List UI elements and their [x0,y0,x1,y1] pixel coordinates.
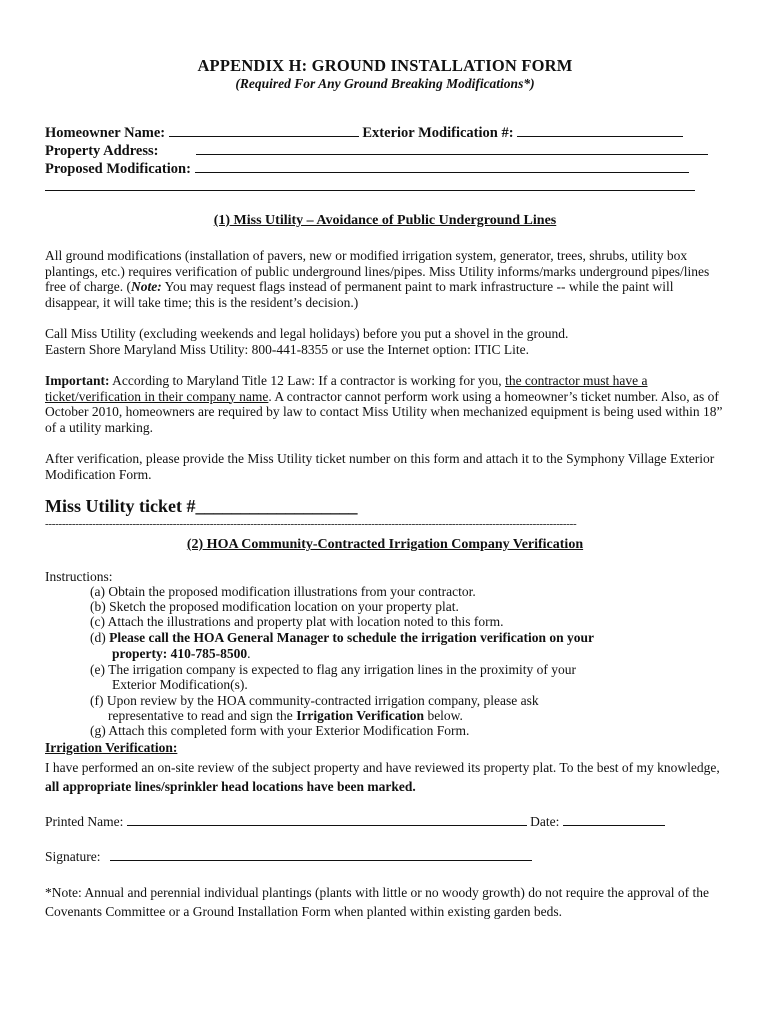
signature-label: Signature: [45,849,101,864]
instruction-a: (a) Obtain the proposed modification illustrations from your contractor. [90,584,476,599]
note-label: Note: [130,279,162,295]
property-address-field[interactable] [196,142,708,155]
homeowner-row [45,124,683,142]
instruction-e: (e) The irrigation company is expected to flag any irrigation lines in the proximity of your [90,662,576,677]
proposed-label: Proposed Modification: [45,161,191,177]
section-divider: -------------------------------------------------------------------------------------------------------------------------------------------------------------- [45,518,577,530]
homeowner-label: Homeowner Name: [45,125,166,141]
printed-name-field[interactable] [127,813,527,826]
date-field[interactable] [563,813,665,826]
instruction-d-phone: property: 410-785-8500. [112,646,251,661]
section1-paragraph2: Call Miss Utility (excluding weekends and legal holidays) before you put a shovel in the ground. Eastern Shore Maryland Miss Utility: 800-441-8355 or use the Internet option: ITIC Lite. [45,326,569,357]
printed-name-row [45,813,665,830]
important-label: Important: [45,373,110,388]
address-row [45,142,708,160]
form-title: APPENDIX H: GROUND INSTALLATION FORM [197,56,573,75]
instruction-g: (g) Attach this completed form with your Exterior Modification Form. [90,723,470,738]
section1-paragraph3: Important: According to Maryland Title 12 Law: If a contractor is working for you, the contractor must have a ticket/verification in their company name. A contractor cannot perform work using a homeowner’s ticket number. Also, as of October 2010, homeowners are required by law to contact Miss Utility when mechanized equipment is being used within 18” of a utility marking. [45,373,723,435]
instructions-label: Instructions: [45,569,113,584]
instruction-e-cont: Exterior Modification(s). [112,677,248,692]
homeowner-name-field[interactable] [169,124,359,137]
section1-paragraph4: After verification, please provide the Miss Utility ticket number on this form and attach it to the Symphony Village Exterior Modification Form. [45,451,715,482]
exterior-mod-number-field[interactable] [517,124,683,137]
signature-field[interactable] [110,848,532,861]
section1-heading: (1) Miss Utility – Avoidance of Public Underground Lines [213,213,557,228]
section2-heading: (2) HOA Community-Contracted Irrigation Company Verification [186,537,584,552]
footnote: *Note: Annual and perennial individual plantings (plants with little or no woody growth) do not require the approval of the Covenants Committee or a Ground Installation Form when planted within existing garden beds. [45,885,709,919]
instruction-f-cont: representative to read and sign the Irrigation Verification below. [108,708,463,723]
instruction-f: (f) Upon review by the HOA community-contracted irrigation company, please ask [90,693,539,708]
irrigation-verification-statement: I have performed an on-site review of the subject property and have reviewed its property plat. To the best of my knowledge, all appropriate lines/sprinkler head locations have been marked. [45,760,720,794]
instruction-d: (d) Please call the HOA General Manager to schedule the irrigation verification on your [90,630,595,645]
instruction-c: (c) Attach the illustrations and property plat with location noted to this form. [90,614,504,629]
proposed-modification-field-line2[interactable] [45,190,695,191]
irrigation-verification-heading: Irrigation Verification: [45,740,178,755]
miss-utility-ticket-field[interactable]: Miss Utility ticket #__________________ [45,496,358,516]
section1-paragraph1: All ground modifications (installation of pavers, new or modified irrigation system, generator, trees, shrubs, utility box plantings, etc.) requires verification of public underground lines/pipes. Miss Utility informs/marks underground pipes/lines free of charge. (Note: You may request flags instead of permanent paint to mark infrastructure -- while the paint will disappear, it will take time; this is the resident’s decision.) [45,248,710,310]
address-label: Property Address: [45,143,159,159]
printed-name-label: Printed Name: [45,814,124,829]
instruction-b: (b) Sketch the proposed modification location on your property plat. [90,599,459,614]
form-subtitle: (Required For Any Ground Breaking Modifications*) [235,76,535,91]
proposed-modification-field[interactable] [195,160,689,173]
exterior-mod-label: Exterior Modification #: [362,125,514,141]
date-label: Date: [530,814,560,829]
signature-row [45,848,532,865]
proposed-row [45,160,689,178]
